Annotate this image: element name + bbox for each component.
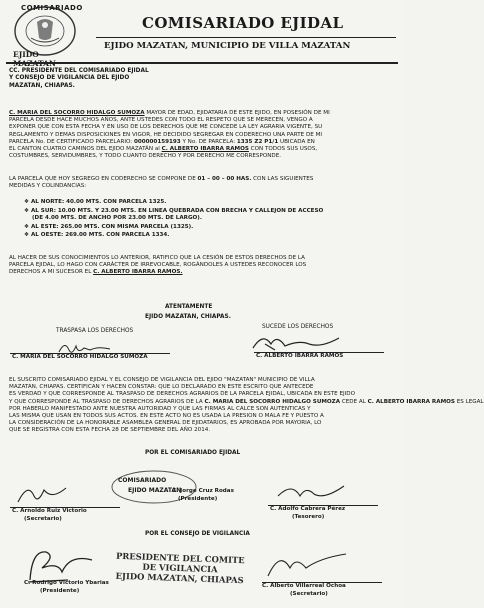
text-run: CON TODOS SUS USOS, xyxy=(248,146,318,153)
text-run: EL CANTON CUATRO CAMINOS DEL EJIDO MAZATÁN al xyxy=(9,146,162,153)
grantee-signer-name: C. ALBERTO IBARRA RAMOS xyxy=(256,353,344,359)
text-run: LA PARCELA QUE HOY SEGREGO EN CODERECHO SE COMPONE DE xyxy=(9,176,198,182)
body-paragraph-1 xyxy=(9,110,397,160)
closing-place: EJIDO MAZATAN, CHIAPAS. xyxy=(145,314,231,320)
bullet-icon: ❖ xyxy=(24,207,31,214)
certificate-number: 000000159193 xyxy=(133,138,181,145)
president-name: C. Jorge Cruz Rodas xyxy=(172,488,234,494)
text-line: QUE SE REGISTRA CON ESTA FECHA 28 DE SEPTIEMBRE DEL AÑO 2014. xyxy=(9,427,211,434)
successor-name: C. ALBERTO IBARRA RAMOS. xyxy=(93,269,183,276)
body-paragraph-2 xyxy=(9,176,313,190)
text-line: PARCELA EJIDAL, LO HAGO CON CARÁCTER DE IRREVOCABLE, ROGÁNDOLES A USTEDES RECONOCER LOS xyxy=(9,262,307,269)
certification-paragraph xyxy=(9,377,484,435)
title-rule xyxy=(96,37,396,38)
bullet-icon: ❖ xyxy=(24,223,31,230)
text-line: EXPONER QUE CON ESTA FECHA Y EN USO DE LOS DERECHOS QUE ME CONCEDE LA LEY AGRARIA VIGENTE, SU xyxy=(9,124,323,131)
text-run: C. MARIA DEL SOCORRO HIDALGO SUMOZA xyxy=(204,398,341,405)
list-item xyxy=(24,232,323,239)
secretary-signature xyxy=(12,480,82,508)
text-line: COSTUMBRES, SERVIDUMBRES, Y TODO CUANTO DERECHO Y POR DERECHO ME CORRESPONDE. xyxy=(9,153,282,160)
vigilance-secretary-signature xyxy=(262,548,352,582)
text-line: MAZATAN, CHIAPAS. CERTIFICAN Y HACEN CONSTAR: QUE LO DECLARADO EN ESTE ESCRITO QUE ANTECEDE xyxy=(9,384,314,391)
text-line: AL HACER DE SUS CONOCIMIENTOS LO ANTERIOR, RATIFICO QUE LA CESIÓN DE ESTOS DERECHOS DE LA xyxy=(9,255,305,261)
treasurer-signature xyxy=(270,478,350,504)
seal-bottom-text: EJIDO MAZATAN xyxy=(13,50,56,68)
addressee-line: MAZATAN, CHIAPAS. xyxy=(9,82,75,89)
text-run: PARCELA No. DE CERTIFICADO PARCELARIO: xyxy=(9,138,134,145)
stamp-text: DE VIGILANCIA xyxy=(142,561,218,575)
text-line: EL SUSCRITO COMISARIADO EJIDAL Y EL CONSEJO DE VIGILANCIA DEL EJIDO "MAZATAN" MUNICIPIO DE VILLA xyxy=(9,377,315,383)
text-line: REGLAMENTO Y DEMAS DISPOSICIONES EN VIGOR, HE DECIDIDO SEGREGAR EN CODERECHO UNA PARTE DE MI xyxy=(9,131,323,138)
text-line: ES VERDAD Y QUE CORRESPONDE AL TRASPASO DE DERECHOS AGRARIOS DE LA PARCELA EJIDAL, UBICADA EN ESTE EJIDO xyxy=(9,391,356,398)
vigilance-stamp xyxy=(115,551,246,586)
grantor-name: C. MARIA DEL SOCORRO HIDALGO SUMOZA xyxy=(9,110,145,116)
ejido-seal xyxy=(7,4,83,68)
vigilancia-heading: POR EL CONSEJO DE VIGILANCIA xyxy=(145,531,250,537)
bullet-icon: ❖ xyxy=(24,199,31,205)
grantee-name: C. ALBERTO IBARRA RAMOS xyxy=(161,146,249,153)
transfer-role: TRASPASA LOS DERECHOS xyxy=(56,328,134,334)
area-value: 01 – 00 – 00 HAS. xyxy=(197,176,252,182)
president-role: (Presidente) xyxy=(178,496,218,502)
text-line: POR HABERLO MANIFESTADO ANTE NUESTRA AUTORIDAD Y QUE LAS FIRMAS AL CALCE SON AUTENTICAS Y xyxy=(9,405,311,412)
body-paragraph-3 xyxy=(9,255,306,277)
text-run: UBICADA EN xyxy=(278,138,315,145)
comisariado-heading: POR EL COMISARIADO EJIDAL xyxy=(145,450,241,456)
list-item xyxy=(24,199,323,206)
vigilance-president-role: (Presidente) xyxy=(40,588,80,594)
text-line: LA CONSIDERACIÓN DE LA HONORABLE ASAMBLEA GENERAL DE EJIDATARIOS, ES APROBADA POR MAYORIA, LO xyxy=(9,420,322,427)
text-run: DERECHOS A MI SUCESOR EL xyxy=(9,269,94,276)
text-run: CEDE AL xyxy=(340,398,368,405)
bullet-icon: ❖ xyxy=(24,232,31,239)
vigilance-president-name: C. Rodrigo Victorio Ybarias xyxy=(24,580,109,586)
text-line: MEDIDAS Y COLINDANCIAS: xyxy=(9,183,87,190)
grantee-signature xyxy=(245,330,355,354)
page-subtitle: EJIDO MAZATAN, MUNICIPIO DE VILLA MAZATAN xyxy=(104,41,351,51)
measure-east: AL ESTE: 265.00 MTS. CON MISMA PARCELA (1325). xyxy=(30,223,194,230)
secretary-name: C. Arnoldo Ruiz Victorio xyxy=(12,508,87,514)
measurements-list xyxy=(24,199,323,240)
seal-top-text: COMISARIADO xyxy=(21,4,83,12)
text-run: CON LAS SIGUIENTES xyxy=(251,176,314,182)
text-run: MAYOR DE EDAD, EJIDATARIA DE ESTE EJIDO, EN POSESIÓN DE MI xyxy=(144,110,330,116)
measure-west: AL OESTE: 269.00 MTS. CON PARCELA 1334. xyxy=(30,232,170,239)
measure-north: AL NORTE: 40.00 MTS. CON PARCELA 1325. xyxy=(30,199,167,205)
treasurer-name: C. Adolfo Cabrera Pérez xyxy=(270,506,346,512)
successor-role: SUCEDE LOS DERECHOS xyxy=(262,324,334,330)
page-title: COMISARIADO EJIDAL xyxy=(142,14,344,32)
text-run: ES LEGAL xyxy=(454,398,484,405)
treasurer-role: (Tesorero) xyxy=(292,514,325,520)
vigilance-secretary-name: C. Alberto Villarreal Ochoa xyxy=(262,583,346,589)
grantor-signer-name: C. MARIA DEL SOCORRO HIDALGO SUMOZA xyxy=(12,354,148,360)
text-line: LAS MISMA QUE USAN EN TODOS SUS ACTOS. EN ESTE ACTO NO ES USADA LA PRESION O MALA FE Y PUESTO A xyxy=(9,413,324,420)
addressee-line: Y CONSEJO DE VIGILANCIA DEL EJIDO xyxy=(9,75,130,82)
addressee-line: CC. PRESIDENTE DEL COMISARIADO EJIDAL xyxy=(9,68,149,74)
list-item xyxy=(24,208,323,215)
parcel-number: 1335 Z2 P1/1 xyxy=(236,138,279,145)
text-run: Y No. DE PARCELA: xyxy=(180,138,237,145)
stamp-text: EJIDO MAZATAN xyxy=(128,487,182,494)
text-run: C. ALBERTO IBARRA RAMOS xyxy=(367,398,455,405)
stamp-text: PRESIDENTE DEL COMITE xyxy=(115,550,245,566)
closing-atentamente: ATENTAMENTE xyxy=(165,304,213,310)
list-item xyxy=(24,224,323,231)
header-rule xyxy=(6,62,398,64)
stamp-text: COMISARIADO xyxy=(118,477,167,484)
stamp-text: EJIDO MAZATAN, CHIAPAS xyxy=(115,570,244,586)
addressee xyxy=(9,68,149,90)
text-line: PARCELA DESDE HACE MUCHOS AÑOS, ANTE USTEDES CON TODO EL RESPETO QUE SE MERECEN, VENGO A xyxy=(9,117,313,124)
vigilance-secretary-role: (Secretario) xyxy=(290,591,328,597)
measure-south: AL SUR: 10.00 MTS. Y 23.00 MTS. EN LINEA QUEBRADA CON BRECHA Y CALLEJON DE ACCESO xyxy=(30,207,324,214)
text-run: Y QUE CORRESPONDE AL TRASPASO DE DERECHOS AGRARIOS DE LA xyxy=(9,398,205,405)
secretary-role: (Secretario) xyxy=(24,516,62,522)
measure-south-detail: (DE 4.00 MTS. DE ANCHO POR 23.00 MTS. DE LARGO). xyxy=(32,214,202,221)
